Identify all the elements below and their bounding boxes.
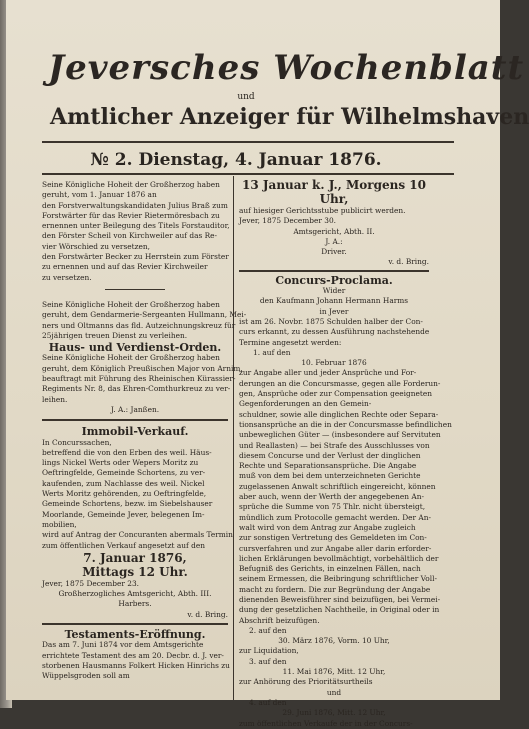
- term-label: und: [326, 687, 342, 697]
- sale-time: Mittags 12 Uhr.: [82, 564, 188, 579]
- left-column: [42, 180, 247, 681]
- text-line: zum öffentlichen Verkauf angesetzt auf den: [42, 540, 205, 550]
- text-line: Regiments Nr. 8, das Ehren-Comthurkreuz zu ver-: [42, 384, 231, 394]
- signature: Driver.: [321, 247, 347, 257]
- masthead-und: und: [237, 92, 255, 102]
- text-line: wird auf Antrag der Concuranten abermals Termin: [42, 530, 233, 540]
- masthead-rule: [42, 141, 454, 143]
- text-line: cursverfahren und zur Angabe aller darin erforder-: [239, 543, 432, 553]
- text-line: leihen.: [42, 394, 68, 404]
- text-line: Oeftringfelde, Gemeinde Schortens, zu ver-: [42, 468, 206, 478]
- text-line: zu versetzen.: [42, 272, 92, 282]
- text-line: ist am 26. Novbr. 1875 Schulden halber der Con-: [239, 316, 423, 326]
- heading-orden: Haus- und Verdienst-Orden.: [48, 341, 222, 355]
- text-line: Seine Königliche Hoheit der Großherzog haben: [42, 299, 220, 309]
- text-line: Werts Moritz gehörenden, zu Oeftringfelde,: [42, 489, 207, 499]
- term-date: 11. Mai 1876, Mitt. 12 Uhr,: [282, 667, 386, 677]
- text-line: den Forstwärter Becker zu Herrstein zum Förster: [42, 252, 229, 262]
- concurs-body: [239, 368, 452, 625]
- text-line: lings Nickel Werts oder Wepers Moritz zu: [42, 458, 199, 468]
- text-line: geruht, dem Gendarmerie-Sergeanten Hullmann, Mei-: [42, 310, 247, 320]
- term-purpose: zum öffentlichen Verkaufe der in der Concurs-: [239, 718, 413, 728]
- signature: J. A.: Janßen.: [110, 404, 160, 414]
- text-line: Das am 7. Juni 1874 vor dem Amtsgerichte: [42, 640, 204, 650]
- announcement-gendarmerie: [42, 299, 247, 341]
- publication-datetime: 13 Januar k. J., Morgens 10 Uhr,: [242, 178, 426, 206]
- text-line: mündlich zum Protocolle gemacht werden. Der An-: [239, 512, 431, 522]
- text-line: Moorlande, Gemeinde Jever, belegenen Im-: [42, 509, 205, 519]
- heading-immobil: Immobil-Verkauf.: [81, 425, 189, 439]
- text-line: betreffend die von den Erben des weil. Häus-: [42, 447, 212, 457]
- text-line: lichen Erklärungen bevollmächtigt, vorbehältlich der: [239, 553, 439, 563]
- text-line: Termine angesetzt werden:: [239, 337, 342, 347]
- reference: v. d. Bring.: [187, 609, 228, 619]
- signature: Harbers.: [118, 599, 152, 609]
- text-line: Abschrift beizufügen.: [239, 615, 320, 625]
- reference: v. d. Bring.: [388, 257, 429, 267]
- text-line: Forstwärter für das Revier Rietermöresbach zu: [42, 210, 220, 220]
- heading-concurs: Concurs-Proclama.: [275, 273, 393, 287]
- text-line: sprüche die Summe von 75 Thlr. nicht übersteigt,: [239, 502, 426, 512]
- place-date: Jever, 1875 December 23.: [42, 578, 140, 588]
- text-line: in Jever: [319, 306, 349, 316]
- text-line: Seine Königliche Hoheit der Großherzog haben: [42, 353, 220, 363]
- text-line: ners und Oltmanns das fld. Autzeichnungskreuz für: [42, 320, 236, 330]
- text-line: curs erkannt, zu dessen Ausführung nachstehende: [239, 327, 430, 337]
- ja-label: J. A.:: [325, 236, 343, 246]
- text-line: macht zu fordern. Die zur Begründung der Angabe: [239, 584, 431, 594]
- text-line: den Forstverwaltungskandidaten Julius Braß zum: [42, 200, 228, 210]
- term-label: 3. auf den: [249, 656, 287, 666]
- term-label: 2. auf den: [249, 625, 287, 635]
- text-line: storbenen Hausmanns Folkert Hicken Hinrichs zu: [42, 660, 230, 670]
- text-line: gen, Ansprüche oder zur Compensation geeigneten: [239, 389, 432, 399]
- section-rule: [239, 270, 429, 272]
- text-line: geruht, vom 1. Januar 1876 an: [42, 190, 157, 200]
- column-separator: [233, 176, 234, 700]
- text-line: und Reallasten) — bei Strafe des Ausschlusses von: [239, 440, 430, 450]
- text-line: aber auch, wenn der Werth der angegebenen An-: [239, 492, 424, 502]
- sale-date: 7. Januar 1876,: [83, 550, 187, 565]
- text-line: auf hiesiger Gerichtsstube publicirt werden.: [239, 206, 406, 215]
- text-line: diesem Concurse und der Verlust der dinglichen: [239, 450, 421, 460]
- text-line: unbeweglichen Güter — (insbesondere auf Servituten: [239, 430, 441, 440]
- text-line: den Förster Scheil von Kirchweiler auf das Re-: [42, 231, 218, 241]
- masthead-title: Jeversches Wochenblatt: [48, 48, 525, 88]
- text-line: schuldner, sowie alle dinglichen Rechte oder Separa-: [239, 409, 439, 419]
- term-label: 4. auf den: [249, 697, 287, 707]
- text-line: beauftragt mit Führung des Rheinischen Kürassier-: [42, 374, 236, 384]
- dateline-rule: [42, 173, 454, 175]
- text-line: ernennen unter Beilegung des Titels Forstauditor,: [42, 221, 230, 231]
- text-line: Gegenforderungen an den Gemein-: [239, 399, 372, 409]
- announcement-forst: [42, 180, 228, 283]
- text-line: Wider: [322, 286, 346, 296]
- text-line: vier Wörschied zu versetzen,: [42, 241, 150, 251]
- text-line: muß von dem bei dem unterzeichneten Gerichte: [239, 471, 421, 481]
- text-line: seinem Ermessen, die Beibringung schriftlicher Voll-: [239, 574, 437, 584]
- text-line: derungen an die Concursmasse, gegen alle Forderun-: [239, 378, 441, 388]
- text-line: geruht, dem Königlich Preußischen Major von Arnim,: [42, 363, 243, 373]
- newspaper-page: [6, 0, 529, 728]
- text-line: Jever, 1875 December 30.: [239, 216, 337, 226]
- right-column: [239, 178, 452, 729]
- section-rule: [42, 623, 228, 625]
- text-line: zur sonstigen Vertretung des Gemeldeten im Con-: [239, 533, 427, 543]
- term-date: 29. Juni 1876, Mitt. 12 Uhr,: [282, 708, 386, 718]
- announcement-orden: [42, 353, 243, 415]
- masthead-subtitle: Amtlicher Anzeiger für Wilhelmshaven: [50, 104, 529, 130]
- text-line: mobilien,: [42, 519, 77, 529]
- text-line: zur Angabe aller und jeder Ansprüche und For-: [239, 368, 417, 378]
- text-line: dienenden Beweisführer sind beizufügen, bei Vermei-: [239, 594, 441, 604]
- term-purpose: zur Anhörung des Prioritätsurtheils: [239, 677, 373, 687]
- term-date: 30. März 1876, Vorm. 10 Uhr,: [278, 636, 390, 646]
- text-line: zugelassenen Anwalt schriftlich eingereicht, können: [239, 481, 436, 491]
- text-line: 25jährigen treuen Dienst zu verleihen.: [42, 330, 188, 340]
- text-line: Gemeinde Schortens, bezw. im Siebelshauser: [42, 499, 213, 509]
- announcement-immobil: [42, 437, 233, 620]
- text-line: dung der gesetzlichen Nachtheile, in Original oder in: [239, 605, 440, 615]
- court-name: Großherzogliches Amtsgericht, Abth. III.: [58, 589, 212, 599]
- issue-dateline: № 2. Dienstag, 4. Januar 1876.: [90, 150, 382, 170]
- term-purpose: zur Liquidation,: [239, 646, 299, 656]
- section-rule: [42, 419, 228, 421]
- text-line: Rechte und Separationsansprüche. Die Angabe: [239, 461, 417, 471]
- text-line: In Concurssachen,: [42, 437, 112, 447]
- text-line: Seine Königliche Hoheit der Großherzog haben: [42, 180, 220, 189]
- text-line: zu ernennen und auf das Revier Kirchweiler: [42, 262, 208, 272]
- text-line: den Kaufmann Johann Hermann Harms: [259, 296, 409, 306]
- text-line: walt wird von dem Antrag zur Angabe zugleich: [239, 522, 416, 532]
- court-name: Amtsgericht, Abth. II.: [293, 226, 375, 236]
- term-date: 10. Februar 1876: [301, 358, 367, 368]
- text-line: Wüppelsgroden soll am: [42, 671, 130, 681]
- text-line: Befugniß des Gerichts, in einzelnen Fällen, nach: [239, 564, 421, 574]
- text-line: kaufenden, zum Nachlasse des weil. Nickel: [42, 478, 205, 488]
- text-line: 1. auf den: [253, 347, 291, 357]
- text-line: errichtete Testament des am 20. Decbr. d. J. ver-: [42, 650, 224, 660]
- text-line: tionsansprüche an die in der Concursmasse befindlichen: [239, 419, 452, 429]
- announcement-testament: [42, 640, 228, 681]
- short-rule: [105, 289, 165, 290]
- heading-testament: Testaments-Eröffnung.: [64, 627, 206, 641]
